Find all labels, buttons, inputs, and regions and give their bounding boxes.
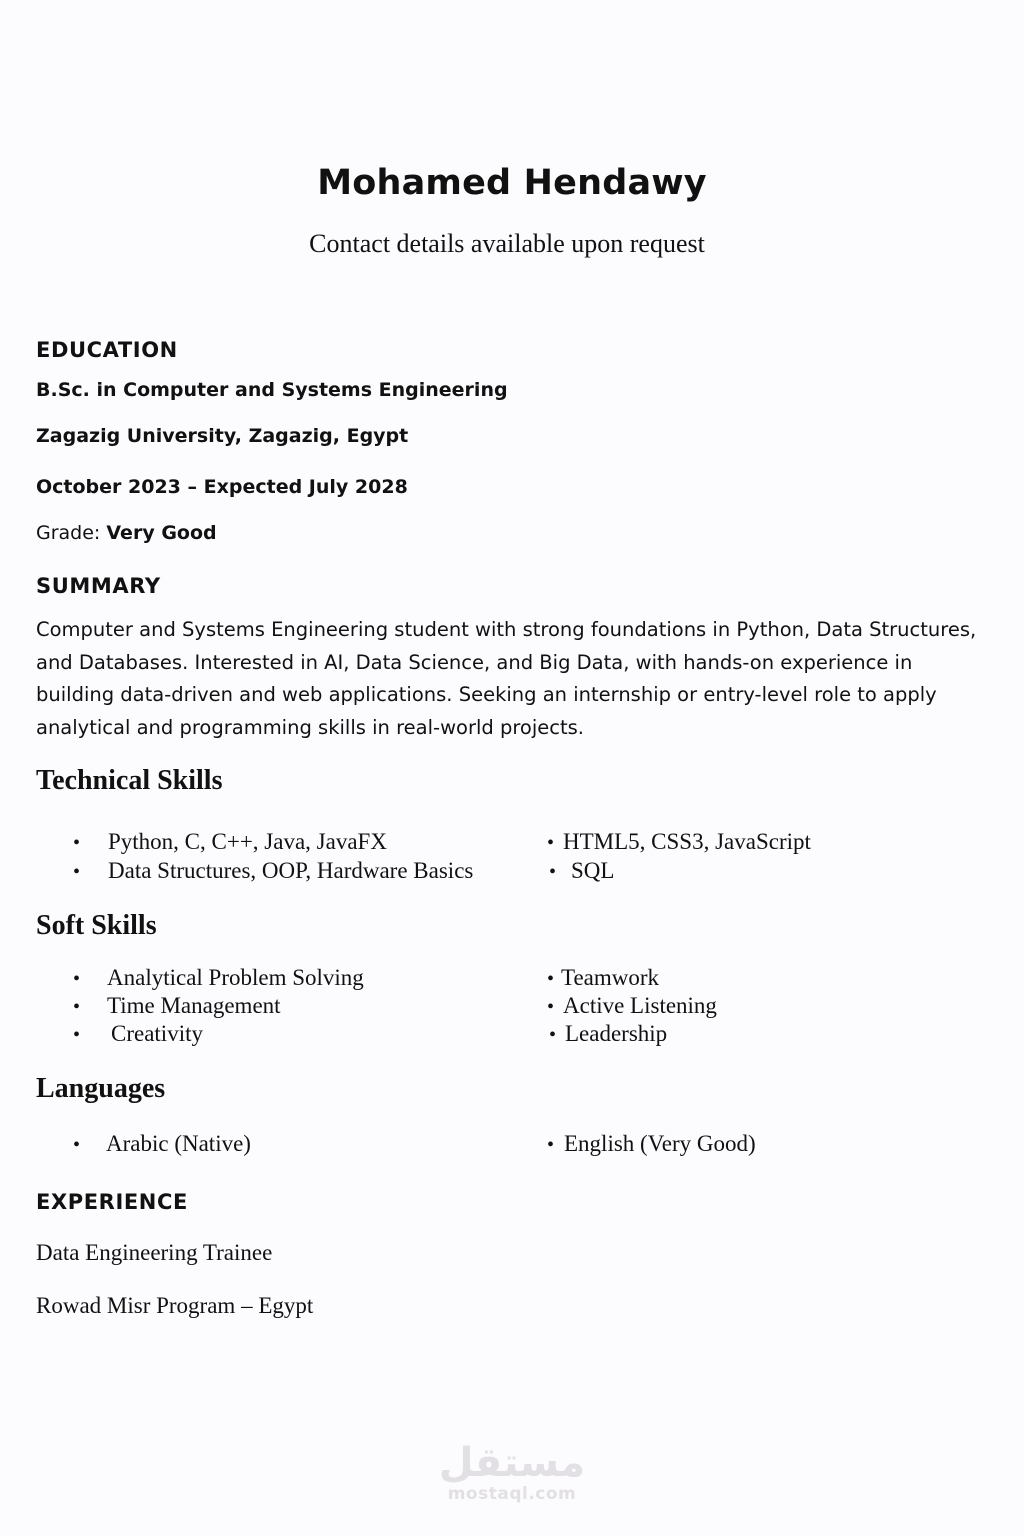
education-grade — [36, 522, 217, 544]
language-item: English (Very Good) — [564, 1131, 756, 1156]
bullet-icon: • — [547, 832, 555, 854]
grade-value: Very Good — [106, 522, 217, 544]
bullet-icon: • — [547, 1134, 555, 1156]
education-degree: B.Sc. in Computer and Systems Engineering — [36, 379, 508, 401]
education-dates: October 2023 – Expected July 2028 — [36, 476, 408, 498]
technical-skill-item: SQL — [571, 858, 615, 883]
bullet-icon: • — [73, 1134, 81, 1156]
soft-skill-item: Teamwork — [561, 965, 660, 990]
technical-skills-heading: Technical Skills — [36, 765, 223, 796]
soft-skill-item: Creativity — [111, 1021, 203, 1046]
bullet-icon: • — [73, 996, 81, 1018]
soft-skill-item: Active Listening — [563, 993, 717, 1018]
mostaql-watermark-url: mostaql.com — [447, 1484, 577, 1504]
grade-label: Grade: — [36, 522, 101, 544]
mostaql-watermark-logo: مستقل — [438, 1440, 586, 1486]
bullet-icon: • — [549, 1024, 557, 1046]
summary-heading: SUMMARY — [36, 574, 161, 598]
bullet-icon: • — [549, 861, 557, 883]
bullet-icon: • — [547, 996, 555, 1018]
soft-skill-item: Time Management — [107, 993, 281, 1018]
bullet-icon: • — [73, 1024, 81, 1046]
bullet-icon: • — [73, 968, 81, 990]
summary-text: Computer and Systems Engineering student with strong foundations in Python, Data Structures, and Databases. Interested in AI, Data Science, and Big Data, with hands-on experience in building data-driven and web applications. Seeking an internship or entry-level role to apply analytical and programming skills in real-world projects. — [36, 618, 977, 739]
languages-heading: Languages — [36, 1073, 166, 1104]
candidate-name: Mohamed Hendawy — [317, 163, 707, 203]
technical-skill-item: HTML5, CSS3, JavaScript — [563, 829, 811, 854]
education-university: Zagazig University, Zagazig, Egypt — [36, 425, 409, 447]
bullet-icon: • — [73, 861, 81, 883]
bullet-icon: • — [547, 968, 555, 990]
soft-skill-item: Leadership — [565, 1021, 668, 1046]
experience-org: Rowad Misr Program – Egypt — [36, 1293, 314, 1318]
soft-skill-item: Analytical Problem Solving — [107, 965, 364, 990]
technical-skill-item: Data Structures, OOP, Hardware Basics — [108, 858, 474, 883]
technical-skill-item: Python, C, C++, Java, JavaFX — [108, 829, 387, 854]
experience-role: Data Engineering Trainee — [36, 1240, 273, 1265]
soft-skills-heading: Soft Skills — [36, 910, 157, 941]
bullet-icon: • — [73, 832, 81, 854]
language-item: Arabic (Native) — [106, 1131, 251, 1156]
contact-line: Contact details available upon request — [309, 229, 705, 258]
experience-heading: EXPERIENCE — [36, 1190, 188, 1214]
education-heading: EDUCATION — [36, 338, 178, 362]
